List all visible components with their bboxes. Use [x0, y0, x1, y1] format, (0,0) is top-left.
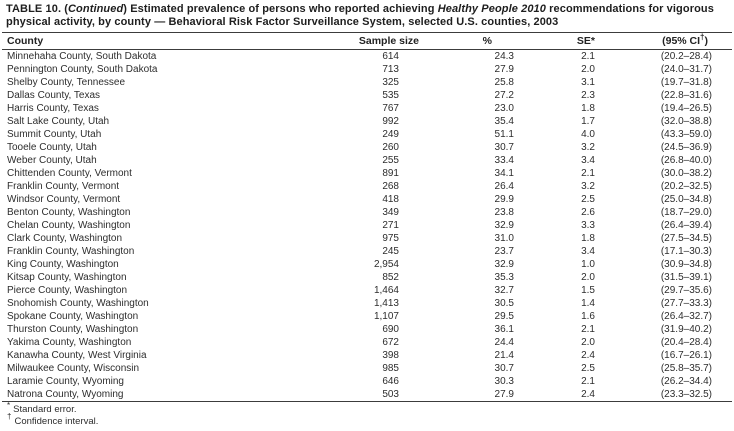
cell-sample-size: 325	[382, 77, 399, 88]
cell-percent: 32.9	[494, 259, 514, 270]
cell-ci: (24.5–36.9)	[660, 142, 712, 153]
cell-county: Yakima County, Washington	[7, 337, 132, 348]
table-row	[2, 271, 732, 284]
table-row	[2, 258, 732, 271]
table-row	[2, 232, 732, 245]
title-segment: Continued	[68, 3, 124, 15]
cell-ci: (26.4–39.4)	[660, 220, 712, 231]
table-row	[2, 76, 732, 89]
cell-sample-size: 503	[382, 389, 399, 400]
col-header-ci	[595, 33, 732, 50]
cell-se: 3.4	[581, 246, 595, 257]
cell-county: Harris County, Texas	[7, 103, 99, 114]
cell-se: 4.0	[581, 129, 595, 140]
footnote-confidence-interval	[7, 412, 732, 428]
cell-ci: (29.7–35.6)	[660, 285, 712, 296]
cell-percent: 29.5	[494, 311, 514, 322]
cell-county: Tooele County, Utah	[7, 142, 97, 153]
cell-county: Pierce County, Washington	[7, 285, 128, 296]
cell-se: 2.4	[581, 350, 595, 361]
cell-ci: (26.8–40.0)	[660, 155, 712, 166]
cell-ci: (31.5–39.1)	[660, 272, 712, 283]
cell-ci: (31.9–40.2)	[660, 324, 712, 335]
cell-percent: 27.9	[494, 64, 514, 75]
cell-county: Clark County, Washington	[7, 233, 123, 244]
cell-sample-size: 255	[382, 155, 399, 166]
table-row	[2, 219, 732, 232]
cell-county: Dallas County, Texas	[7, 90, 101, 101]
cell-county: Spokane County, Washington	[7, 311, 139, 322]
cell-ci: (20.4–28.4)	[660, 337, 712, 348]
table-row	[2, 310, 732, 323]
cell-ci: (27.5–34.5)	[660, 233, 712, 244]
asterisk-footnote-marker: *	[7, 400, 11, 410]
cell-se: 1.0	[581, 259, 595, 270]
cell-se: 2.0	[581, 64, 595, 75]
cell-se: 2.5	[581, 363, 595, 374]
cell-percent: 32.9	[494, 220, 514, 231]
cell-county: Franklin County, Vermont	[7, 181, 120, 192]
cell-se: 2.4	[581, 389, 595, 400]
cell-percent: 31.0	[494, 233, 514, 244]
cell-percent: 33.4	[494, 155, 514, 166]
cell-se: 2.0	[581, 337, 595, 348]
cell-percent: 35.4	[494, 116, 514, 127]
table-title	[2, 3, 732, 29]
cell-county: Laramie County, Wyoming	[7, 376, 124, 387]
cell-ci: (23.3–32.5)	[660, 389, 712, 400]
cell-se: 3.3	[581, 220, 595, 231]
table-body	[2, 50, 732, 402]
cell-sample-size: 891	[382, 168, 399, 179]
cell-percent: 25.8	[494, 77, 514, 88]
table-row	[2, 50, 732, 64]
cell-sample-size: 249	[382, 129, 399, 140]
cell-percent: 29.9	[494, 194, 514, 205]
cell-percent: 27.2	[494, 90, 514, 101]
cell-ci: (20.2–32.5)	[660, 181, 712, 192]
dagger-footnote-marker-bottom: †	[7, 412, 12, 422]
table-row	[2, 336, 732, 349]
cell-county: Windsor County, Vermont	[7, 194, 121, 205]
cell-se: 1.4	[581, 298, 595, 309]
cell-se: 2.3	[581, 90, 595, 101]
col-header-sample-size: Sample size	[332, 33, 419, 50]
cell-ci: (25.0–34.8)	[660, 194, 712, 205]
cell-ci: (32.0–38.8)	[660, 116, 712, 127]
cell-sample-size: 418	[382, 194, 399, 205]
cell-se: 2.5	[581, 194, 595, 205]
cell-ci: (16.7–26.1)	[660, 350, 712, 361]
cell-percent: 36.1	[494, 324, 514, 335]
cell-ci: (22.8–31.6)	[660, 90, 712, 101]
footnotes	[2, 400, 732, 427]
cell-se: 3.1	[581, 77, 595, 88]
cell-county: Pennington County, South Dakota	[7, 64, 158, 75]
cell-ci: (43.3–59.0)	[660, 129, 712, 140]
cell-sample-size: 975	[382, 233, 399, 244]
cell-sample-size: 985	[382, 363, 399, 374]
cell-se: 2.6	[581, 207, 595, 218]
cell-se: 2.1	[581, 168, 595, 179]
cell-ci: (17.1–30.3)	[660, 246, 712, 257]
cell-sample-size: 398	[382, 350, 399, 361]
cell-county: Chittenden County, Vermont	[7, 168, 132, 179]
table-row	[2, 102, 732, 115]
cell-ci: (27.7–33.3)	[660, 298, 712, 309]
cell-se: 2.0	[581, 272, 595, 283]
cell-percent: 51.1	[494, 129, 514, 140]
cell-se: 3.2	[581, 181, 595, 192]
cell-percent: 30.5	[494, 298, 514, 309]
cell-ci: (20.2–28.4)	[660, 51, 712, 62]
cell-sample-size: 672	[382, 337, 399, 348]
table-row	[2, 193, 732, 206]
cell-ci: (19.7–31.8)	[660, 77, 712, 88]
table-header-row	[2, 33, 732, 50]
cell-ci: (26.2–34.4)	[660, 376, 712, 387]
prevalence-table	[2, 32, 732, 402]
cell-percent: 27.9	[494, 389, 514, 400]
cell-se: 3.4	[581, 155, 595, 166]
cell-percent: 26.4	[494, 181, 514, 192]
cell-county: Thurston County, Washington	[7, 324, 139, 335]
table-row	[2, 349, 732, 362]
table-row	[2, 362, 732, 375]
cell-ci: (25.8–35.7)	[660, 363, 712, 374]
table-row	[2, 180, 732, 193]
cell-percent: 23.8	[494, 207, 514, 218]
title-segment: TABLE 10. (	[6, 3, 69, 15]
cell-sample-size: 690	[382, 324, 399, 335]
cell-county: Minnehaha County, South Dakota	[7, 51, 157, 62]
dagger-footnote-marker: †	[700, 32, 705, 42]
cell-percent: 23.0	[494, 103, 514, 114]
cell-percent: 32.7	[494, 285, 514, 296]
cell-county: Summit County, Utah	[7, 129, 102, 140]
cell-percent: 24.3	[494, 51, 514, 62]
cell-percent: 21.4	[494, 350, 514, 361]
table-row	[2, 154, 732, 167]
cell-sample-size: 271	[382, 220, 399, 231]
cell-sample-size: 1,413	[373, 298, 399, 309]
cell-county: Shelby County, Tennessee	[7, 77, 126, 88]
cell-sample-size: 614	[382, 51, 399, 62]
cell-county: Natrona County, Wyoming	[7, 389, 124, 400]
cell-ci: (24.0–31.7)	[660, 64, 712, 75]
cell-county: Weber County, Utah	[7, 155, 97, 166]
ci-header-suffix: )	[704, 35, 708, 47]
cell-se: 1.5	[581, 285, 595, 296]
cell-county: Salt Lake County, Utah	[7, 116, 110, 127]
cell-percent: 24.4	[494, 337, 514, 348]
cell-ci: (18.7–29.0)	[660, 207, 712, 218]
cell-sample-size: 349	[382, 207, 399, 218]
title-segment: ) Estimated prevalence of persons who reported achieving	[123, 3, 438, 15]
cell-sample-size: 992	[382, 116, 399, 127]
table-row	[2, 167, 732, 180]
table-row	[2, 297, 732, 310]
cell-se: 2.1	[581, 376, 595, 387]
cell-sample-size: 1,107	[373, 311, 399, 322]
cell-percent: 23.7	[494, 246, 514, 257]
footnote-standard-error	[7, 400, 732, 416]
cell-ci: (26.4–32.7)	[660, 311, 712, 322]
cell-se: 1.8	[581, 233, 595, 244]
table-row	[2, 141, 732, 154]
cell-percent: 35.3	[494, 272, 514, 283]
cell-sample-size: 260	[382, 142, 399, 153]
cell-sample-size: 268	[382, 181, 399, 192]
cell-sample-size: 2,954	[373, 259, 399, 270]
cell-county: Snohomish County, Washington	[7, 298, 149, 309]
cell-sample-size: 767	[382, 103, 399, 114]
cell-se: 1.7	[581, 116, 595, 127]
cell-sample-size: 535	[382, 90, 399, 101]
footnote-confidence-interval-text: Confidence interval.	[14, 415, 99, 427]
cell-percent: 30.3	[494, 376, 514, 387]
table-row	[2, 388, 732, 402]
title-segment: Healthy People 2010	[437, 3, 546, 15]
cell-se: 1.8	[581, 103, 595, 114]
title-segment: recommendations for vigorous physical activity, by county — Behavioral Risk Factor Surveillance System, selected U.S. counties, 2003	[6, 3, 714, 28]
cell-ci: (30.9–34.8)	[660, 259, 712, 270]
cell-sample-size: 852	[382, 272, 399, 283]
table-row	[2, 245, 732, 258]
table-row	[2, 206, 732, 219]
cell-se: 2.1	[581, 324, 595, 335]
table-row	[2, 115, 732, 128]
cell-se: 1.6	[581, 311, 595, 322]
table-row	[2, 375, 732, 388]
table-row	[2, 323, 732, 336]
cell-county: Franklin County, Washington	[7, 246, 135, 257]
cell-county: Milwaukee County, Wisconsin	[7, 363, 140, 374]
table-row	[2, 63, 732, 76]
table-row	[2, 284, 732, 297]
cell-sample-size: 646	[382, 376, 399, 387]
cell-se: 2.1	[581, 51, 595, 62]
table-row	[2, 89, 732, 102]
cell-se: 3.2	[581, 142, 595, 153]
col-header-se: SE*	[514, 33, 595, 50]
cell-county: Benton County, Washington	[7, 207, 131, 218]
cell-ci: (19.4–26.5)	[660, 103, 712, 114]
ci-header-prefix: (95% CI	[662, 35, 701, 47]
footnote-standard-error-text: Standard error.	[13, 404, 77, 415]
cell-county: King County, Washington	[7, 259, 119, 270]
cell-ci: (30.0–38.2)	[660, 168, 712, 179]
col-header-county: County	[2, 33, 332, 50]
cell-percent: 34.1	[494, 168, 514, 179]
cell-sample-size: 1,464	[373, 285, 399, 296]
cell-county: Kitsap County, Washington	[7, 272, 127, 283]
cell-percent: 30.7	[494, 363, 514, 374]
cell-sample-size: 245	[382, 246, 399, 257]
col-header-percent: %	[419, 33, 514, 50]
cell-county: Kanawha County, West Virginia	[7, 350, 147, 361]
cell-sample-size: 713	[382, 64, 399, 75]
cell-county: Chelan County, Washington	[7, 220, 131, 231]
cell-percent: 30.7	[494, 142, 514, 153]
table-row	[2, 128, 732, 141]
